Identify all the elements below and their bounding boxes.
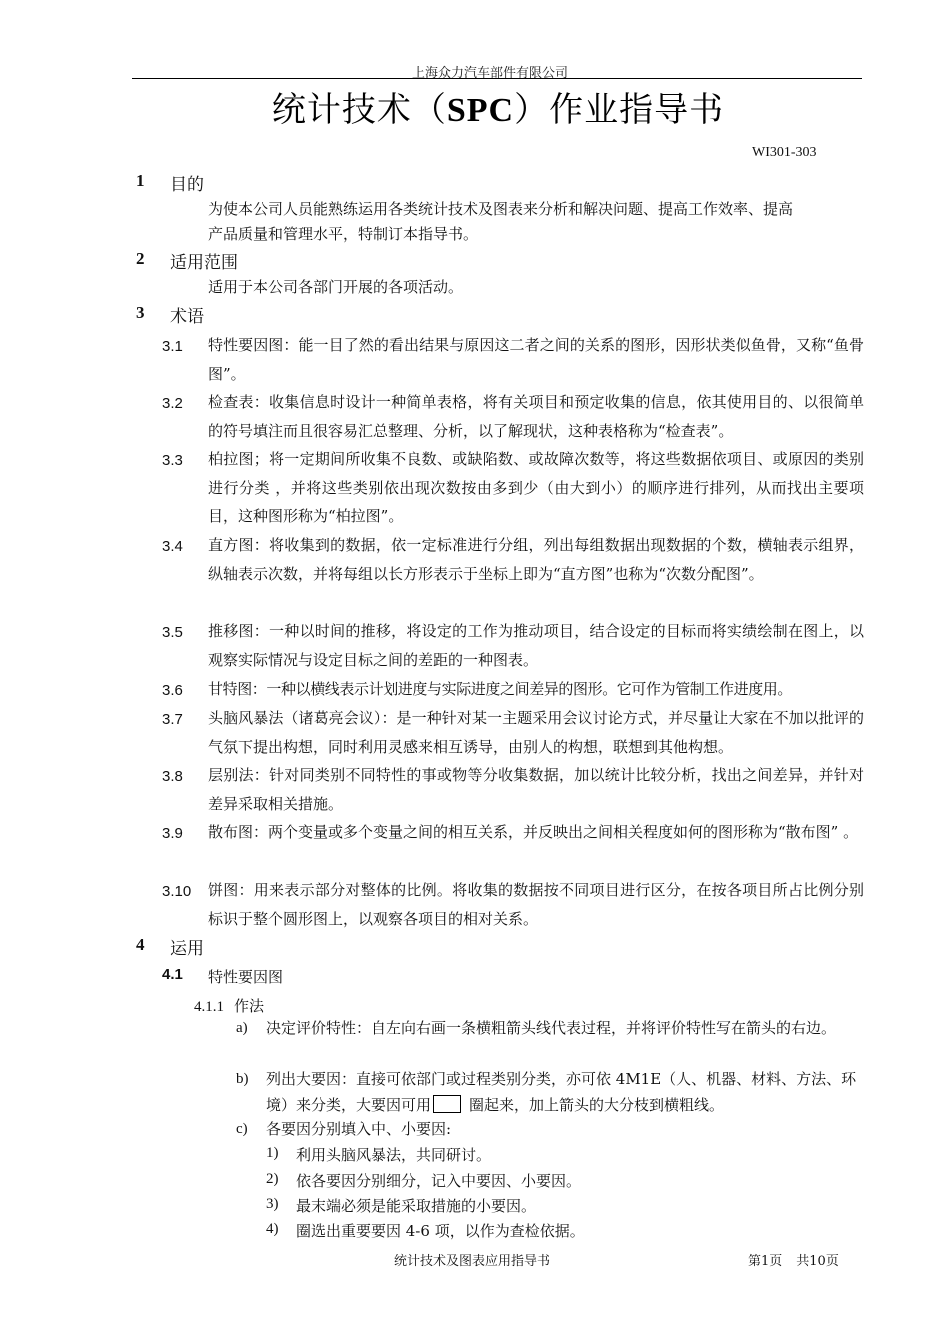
sub-step-4-number: 4) (266, 1221, 279, 1237)
section-2-title: 适用范围 (170, 253, 238, 273)
section-1-line-1: 为使本公司人员能熟练运用各类统计技术及图表来分析和解决问题、提高工作效率、提高 (208, 200, 794, 218)
step-b-text-post: 圈起来，加上箭头的大分枝到横粗线。 (469, 1095, 725, 1114)
subsection-4-1-1 (194, 995, 264, 1016)
subsection-4-1-1-title: 作法 (234, 997, 265, 1015)
subsection-4-1-number: 4.1 (162, 966, 183, 983)
company-header: 上海众力汽车部件有限公司 (411, 66, 568, 81)
term-3-6-text: 甘特图：一种以横线表示计划进度与实际进度之间差异的图形。它可作为管制工作进度用。 (208, 680, 793, 698)
term-3-9-text: 散布图：两个变量或多个变量之间的相互关系，并反映出之间相关程度如何的图形称为“散布图” 。 (208, 823, 859, 841)
section-3-number: 3 (136, 303, 145, 322)
step-c-label: c) (236, 1121, 248, 1137)
title-pre: 统计技术（ (271, 90, 447, 130)
sub-step-3-number: 3) (266, 1196, 279, 1212)
section-1-number: 1 (136, 171, 145, 190)
document-number: WI301-303 (752, 145, 817, 160)
title-bold: SPC (446, 92, 515, 129)
step-b-text-pre: 列出大要因：直接可依部门或过程类别分类，亦可依 4M1E（人、机器、材料、方法、环境）来分类，大要因可用 (266, 1070, 857, 1114)
section-2-number: 2 (136, 249, 145, 268)
term-3-4-number: 3.4 (162, 538, 183, 555)
step-b-text (266, 1067, 862, 1118)
section-3-title: 术语 (170, 307, 204, 327)
footer-page-info (748, 1250, 853, 1269)
term-3-1-number: 3.1 (162, 338, 183, 355)
sub-step-2-text: 依各要因分别细分，记入中要因、小要因。 (296, 1172, 582, 1190)
term-3-10-text: 饼图：用来表示部分对整体的比例。将收集的数据按不同项目进行区分，在按各项目所占比例分别标识于整个圆形图上，以观察各项目的相对关系。 (208, 881, 864, 928)
term-3-6-number: 3.6 (162, 682, 183, 699)
term-3-2-text: 检查表：收集信息时设计一种简单表格，将有关项目和预定收集的信息，依其使用目的、以很简单的符号填注而且很容易汇总整理、分析，以了解现状，这种表格称为“检查表”。 (208, 393, 864, 440)
subsection-4-1-title: 特性要因图 (208, 968, 284, 986)
step-b-label: b) (236, 1071, 249, 1087)
document-title (0, 82, 950, 131)
term-3-9-number: 3.9 (162, 825, 183, 842)
term-3-5-text: 推移图：一种以时间的推移，将设定的工作为推动项目，结合设定的目标而将实绩绘制在图上，以观察实际情况与设定目标之间的差距的一种图表。 (208, 622, 864, 669)
term-3-8-number: 3.8 (162, 768, 183, 785)
term-3-2-number: 3.2 (162, 395, 183, 412)
term-3-1-text: 特性要因图：能一目了然的看出结果与原因这二者之间的关系的图形，因形状类似鱼骨，又称“鱼骨图”。 (208, 336, 864, 383)
footer-page-number: 第1页 (748, 1254, 783, 1269)
section-2-line-1: 适用于本公司各部门开展的各项活动。 (208, 278, 464, 296)
sub-step-1-number: 1) (266, 1145, 279, 1161)
sub-step-3-text: 最末端必须是能采取措施的小要因。 (296, 1197, 537, 1215)
section-1-title: 目的 (170, 175, 204, 195)
sub-step-1-text: 利用头脑风暴法，共同研讨。 (296, 1146, 492, 1164)
section-4-number: 4 (136, 935, 145, 954)
step-a-label: a) (236, 1020, 248, 1036)
term-3-4-text: 直方图：将收集到的数据，依一定标准进行分组，列出每组数据出现数据的个数，横轴表示组界，纵轴表示次数，并将每组以长方形表示于坐标上即为“直方图”也称为“次数分配图”。 (208, 536, 864, 583)
header-rule (132, 78, 862, 79)
sub-step-4-text: 圈选出重要要因 4-6 项，以作为查检依据。 (296, 1222, 585, 1240)
footer-document-title: 统计技术及图表应用指导书 (394, 1254, 551, 1269)
footer-total-pages: 共10页 (796, 1254, 839, 1269)
term-3-3-text: 柏拉图；将一定期间所收集不良数、或缺陷数、或故障次数等，将这些数据依项目、或原因的类别进行分类 ，并将这些类别依出现次数按由多到少（由大到小）的顺序进行排列，从而找出主要项目，这种图形称为“柏拉图”。 (208, 450, 864, 526)
term-3-7-text: 头脑风暴法（诸葛亮会议）：是一种针对某一主题采用会议讨论方式，并尽量让大家在不加以批评的气氛下提出构想，同时利用灵感来相互诱导，由别人的构想，联想到其他构想。 (208, 709, 864, 756)
term-3-3-number: 3.3 (162, 452, 183, 469)
term-3-10-number: 3.10 (162, 883, 192, 900)
section-1-line-2: 产品质量和管理水平，特制订本指导书。 (208, 225, 479, 243)
section-4-title: 运用 (170, 939, 204, 959)
rectangle-symbol-icon (433, 1095, 461, 1113)
step-a-text: 决定评价特性：自左向右画一条横粗箭头线代表过程，并将评价特性写在箭头的右边。 (266, 1019, 837, 1037)
subsection-4-1-1-number: 4.1.1 (194, 999, 224, 1015)
term-3-8-text: 层别法：针对同类别不同特性的事或物等分收集数据，加以统计比较分析，找出之间差异，并针对差异采取相关措施。 (208, 766, 864, 813)
title-post: ）作业指导书 (514, 90, 725, 130)
term-3-7-number: 3.7 (162, 711, 183, 728)
term-3-5-number: 3.5 (162, 624, 183, 641)
step-c-text: 各要因分别填入中、小要因: (266, 1120, 452, 1138)
sub-step-2-number: 2) (266, 1171, 279, 1187)
